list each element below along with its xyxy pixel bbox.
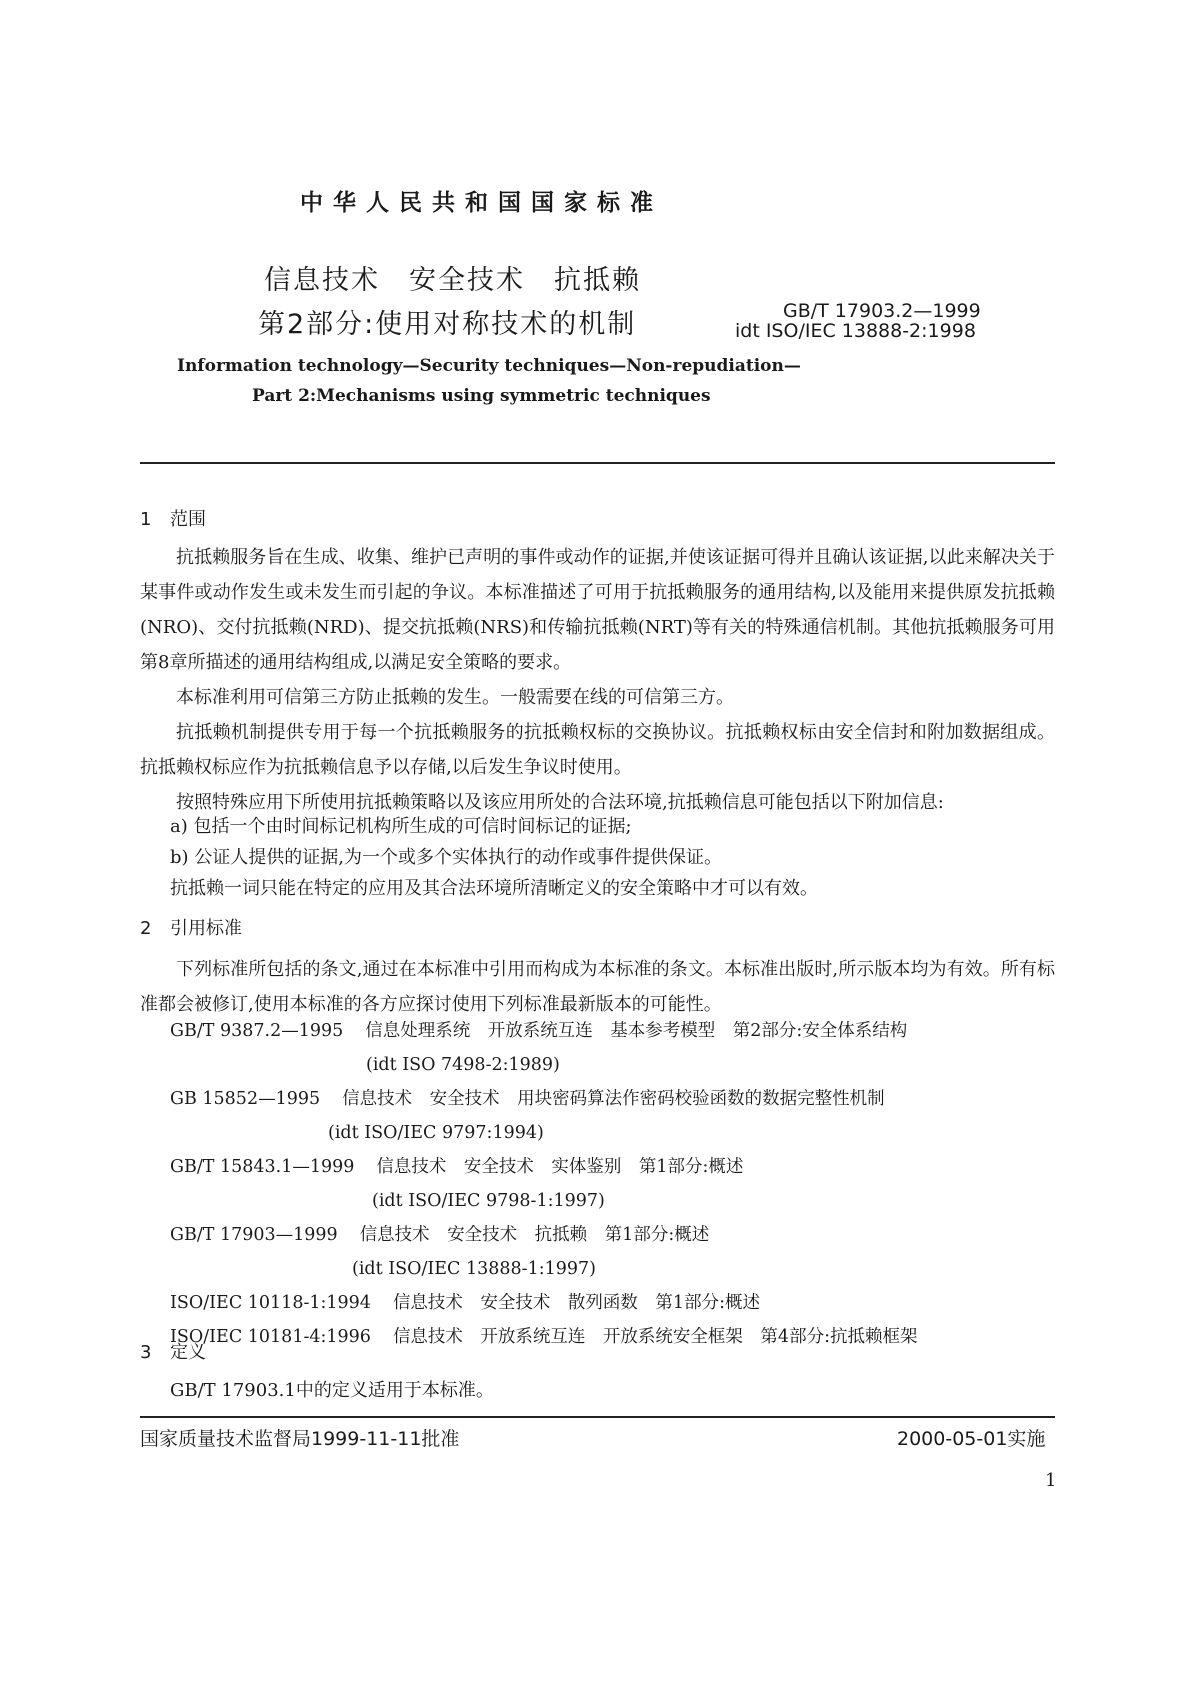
section-number: 3 [140,1342,152,1363]
list-item-b: b) 公证人提供的证据,为一个或多个实体执行的动作或事件提供保证。 [170,847,722,868]
title-en-line1: Information technology—Security techniques—Non-repudiation— [177,356,801,376]
approval-date: 国家质量技术监督局1999-11-11批准 [140,1428,460,1450]
section-3-text: GB/T 17903.1中的定义适用于本标准。 [170,1380,494,1401]
section-3-heading [140,1338,206,1364]
page-number: 1 [1045,1470,1057,1491]
section-number: 1 [140,509,152,530]
paragraph: 本标准利用可信第三方防止抵赖的发生。一般需要在线的可信第三方。 [176,687,734,708]
paragraph: 抗抵赖服务旨在生成、收集、维护已声明的事件或动作的证据,并使该证据可得并且确认该证据,以此来解决关于某事件或动作发生或未发生而引起的争议。本标准描述了可用于抗抵赖服务的通用结构,以及能用来提供原发抗抵赖(NRO)、交付抗抵赖(NRD)、提交抗抵赖(NRS)和传输抗抵赖(NRT)等有关的特殊通信机制。其他抗抵赖服务可用第8章所描述的通用结构组成,以满足安全策略的要求。 [140,547,1055,673]
section-number: 2 [140,918,152,939]
reference-code: GB/T 15843.1—1999 [170,1157,355,1177]
reference-title: 信息技术 开放系统互连 开放系统安全框架 第4部分:抗抵赖框架 [392,1327,918,1347]
reference-title: 信息技术 安全技术 抗抵赖 第1部分:概述 [359,1225,710,1245]
reference-item [170,1150,1050,1184]
reference-item [170,1320,1050,1354]
section-1-body [140,540,1055,820]
reference-idt: (idt ISO/IEC 9798-1:1997) [372,1191,605,1211]
iso-equivalence: idt ISO/IEC 13888-2:1998 [735,320,976,342]
title-cn-line1: 信息技术 安全技术 抗抵赖 [264,265,641,296]
reference-idt: (idt ISO/IEC 13888-1:1997) [352,1259,596,1279]
reference-code: GB/T 17903—1999 [170,1225,338,1245]
header-divider [140,462,1055,464]
list-item-a: a) 包括一个由时间标记机构所生成的可信时间标记的证据; [170,816,632,837]
reference-code: ISO/IEC 10118-1:1994 [170,1293,371,1313]
section-title: 定义 [170,1342,206,1363]
reference-idt: (idt ISO 7498-2:1989) [366,1055,560,1075]
section-1-heading [140,505,206,531]
paragraph: 下列标准所包括的条文,通过在本标准中引用而构成为本标准的条文。本标准出版时,所示版本均为有效。所有标准都会被修订,使用本标准的各方应探讨使用下列标准最新版本的可能性。 [140,959,1055,1015]
reference-item [170,1082,1050,1116]
paragraph: 抗抵赖机制提供专用于每一个抗抵赖服务的抗抵赖权标的交换协议。抗抵赖权标由安全信封和附加数据组成。抗抵赖权标应作为抗抵赖信息予以存储,以后发生争议时使用。 [140,722,1055,778]
standard-code: GB/T 17903.2—1999 [783,300,981,322]
section-2-heading [140,914,242,940]
paragraph: 按照特殊应用下所使用抗抵赖策略以及该应用所处的合法环境,抗抵赖信息可能包括以下附加信息: [176,792,944,813]
reference-code: GB/T 9387.2—1995 [170,1021,344,1041]
reference-title: 信息处理系统 开放系统互连 基本参考模型 第2部分:安全体系结构 [365,1021,908,1041]
reference-idt: (idt ISO/IEC 9797:1994) [328,1123,544,1143]
reference-title: 信息技术 安全技术 实体鉴别 第1部分:概述 [376,1157,744,1177]
reference-code: ISO/IEC 10181-4:1996 [170,1327,371,1347]
reference-item [170,1286,1050,1320]
reference-title: 信息技术 安全技术 用块密码算法作密码校验函数的数据完整性机制 [342,1089,885,1109]
reference-item [170,1014,1050,1048]
national-standard-heading: 中华人民共和国国家标准 [300,190,663,216]
title-cn-line2: 第2部分:使用对称技术的机制 [258,309,637,340]
closing-paragraph: 抗抵赖一词只能在特定的应用及其合法环境所清晰定义的安全策略中才可以有效。 [170,878,818,899]
footer-divider [140,1416,1055,1418]
effective-date: 2000-05-01实施 [897,1428,1046,1450]
section-title: 引用标准 [170,918,242,939]
reference-list [170,1014,1050,1354]
section-2-intro [140,952,1055,1022]
reference-code: GB 15852—1995 [170,1089,321,1109]
section-title: 范围 [170,509,206,530]
reference-item [170,1218,1050,1252]
reference-title: 信息技术 安全技术 散列函数 第1部分:概述 [392,1293,760,1313]
title-en-line2: Part 2:Mechanisms using symmetric techniques [252,386,711,406]
